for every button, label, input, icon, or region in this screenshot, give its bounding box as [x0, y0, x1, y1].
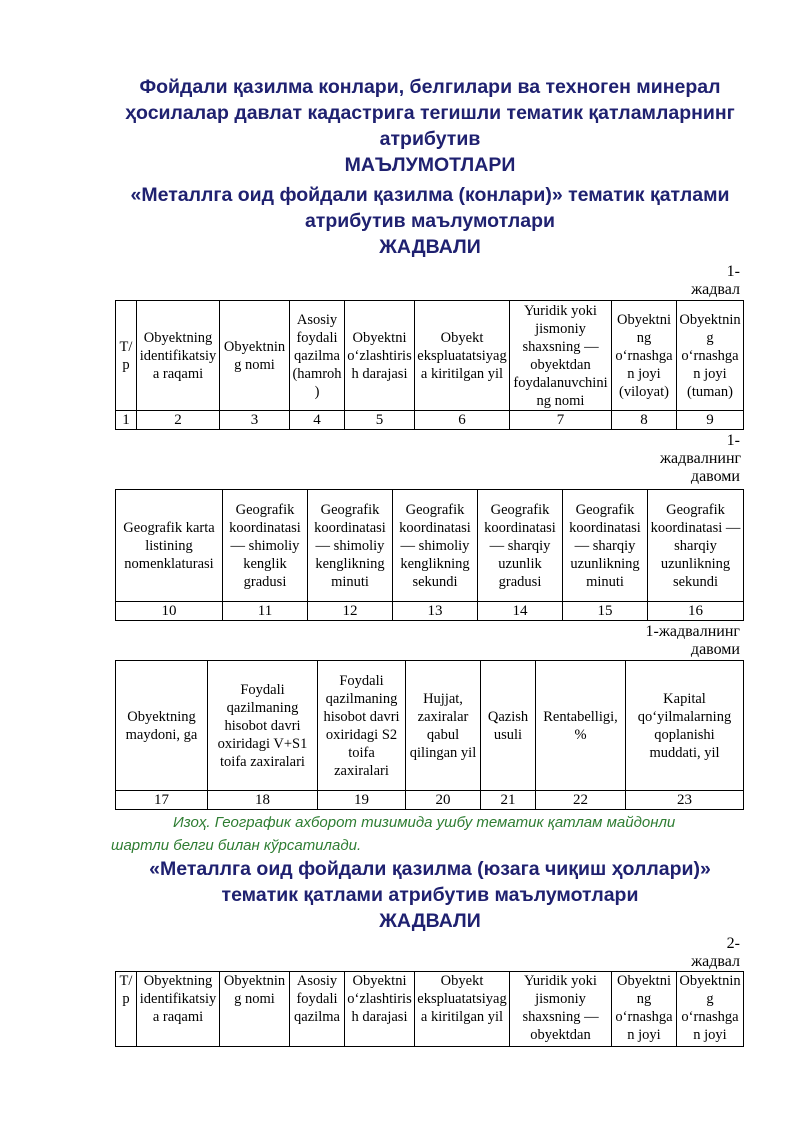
t2-num-0: 10	[116, 602, 223, 621]
t3-header-5: Rentabelligi, %	[536, 661, 626, 791]
t1-header-0: Т/р	[116, 301, 137, 411]
table-2-caption-line-2: жадвалнинг давоми	[660, 450, 742, 485]
t3-num-4: 21	[481, 791, 536, 810]
t4-header-5: Obyekt ekspluatatsiyaga kiritilgan yil	[415, 972, 510, 1047]
t2-num-4: 14	[478, 602, 563, 621]
table-2-caption	[660, 432, 740, 486]
t1-header-1: Obyektning identifikatsiya raqami	[137, 301, 220, 411]
t2-num-5: 15	[563, 602, 648, 621]
t1-num-4: 5	[345, 411, 415, 430]
t3-header-2: Foydali qazilmaning hisobot davri oxiridagi S2 toifa zaxiralari	[318, 661, 406, 791]
t2-header-1: Geografik koordinatasi — shimoliy kenglik gradusi	[223, 490, 308, 602]
t3-num-0: 17	[116, 791, 208, 810]
t1-header-8: Obyektning o‘rnashgan joyi (tuman)	[677, 301, 744, 411]
t2-num-2: 12	[308, 602, 393, 621]
t1-num-8: 9	[677, 411, 744, 430]
t4-header-4: Obyektni o‘zlashtirish darajasi	[345, 972, 415, 1047]
t3-header-0: Obyektning maydoni, ga	[116, 661, 208, 791]
t2-header-4: Geografik koordinatasi — sharqiy uzunlik gradusi	[478, 490, 563, 602]
table-1	[115, 300, 744, 430]
t4-header-7: Obyektning o‘rnashgan joyi	[612, 972, 677, 1047]
t1-num-5: 6	[415, 411, 510, 430]
main-heading-line-3: атрибутив	[379, 128, 481, 150]
t4-header-6: Yuridik yoki jismoniy shaxsning — obyektdan	[510, 972, 612, 1047]
t4-header-2: Obyektning nomi	[220, 972, 290, 1047]
table-4-caption	[691, 935, 740, 971]
t1-header-3: Asosiy foydali qazilma (hamroh)	[290, 301, 345, 411]
section-1-heading-line-3: ЖАДВАЛИ	[379, 236, 481, 258]
t1-num-3: 4	[290, 411, 345, 430]
table-4	[115, 971, 744, 1047]
t4-header-8: Obyektning o‘rnashgan joyi	[677, 972, 744, 1047]
note-line-1: Изоҳ. Географик ахборот тизимида ушбу тематик қатлам майдонли	[173, 814, 676, 831]
t2-header-3: Geografik koordinatasi — shimoliy kenglikning sekundi	[393, 490, 478, 602]
section-1-heading	[80, 182, 780, 260]
table-3	[115, 660, 744, 810]
t3-num-6: 23	[626, 791, 744, 810]
main-heading-line-4: МАЪЛУМОТЛАРИ	[344, 154, 516, 176]
t2-header-6: Geografik koordinatasi — sharqiy uzunlikning sekundi	[648, 490, 744, 602]
t3-header-1: Foydali qazilmaning hisobot davri oxiridagi V+S1 toifa zaxiralari	[208, 661, 318, 791]
t1-header-4: Obyektni o‘zlashtirish darajasi	[345, 301, 415, 411]
table-3-caption-line-1: 1-жадвалнинг	[645, 623, 740, 640]
section-2-heading	[80, 856, 780, 934]
t1-header-7: Obyektning o‘rnashgan joyi (viloyat)	[612, 301, 677, 411]
t3-header-3: Hujjat, zaxiralar qabul qilingan yil	[406, 661, 481, 791]
table-2-caption-line-1: 1-	[726, 432, 740, 449]
t4-header-1: Obyektning identifikatsiya raqami	[137, 972, 220, 1047]
table-1-caption	[691, 263, 740, 299]
table-3-caption	[646, 623, 740, 659]
t3-num-1: 18	[208, 791, 318, 810]
t1-header-2: Obyektning nomi	[220, 301, 290, 411]
section-2-heading-line-2: тематик қатлами атрибутив маълумотлари	[221, 884, 639, 906]
t3-header-6: Kapital qo‘yilmalarning qoplanishi muddati, yil	[626, 661, 744, 791]
t3-num-3: 20	[406, 791, 481, 810]
t4-header-0: Т/р	[116, 972, 137, 1047]
section-2-heading-line-1: «Металлга оид фойдали қазилма (юзага чиқиш ҳоллари)»	[149, 858, 711, 880]
t1-header-5: Obyekt ekspluatatsiyaga kiritilgan yil	[415, 301, 510, 411]
t1-header-6: Yuridik yoki jismoniy shaxsning — obyektdan foydalanuvchining nomi	[510, 301, 612, 411]
table-2	[115, 489, 744, 621]
note-line-2: шартли белги билан кўрсатилади.	[111, 837, 362, 854]
section-1-heading-line-2: атрибутив маълумотлари	[304, 210, 556, 232]
t1-num-6: 7	[510, 411, 612, 430]
t1-num-2: 3	[220, 411, 290, 430]
t2-header-0: Geografik karta listining nomenklaturasi	[116, 490, 223, 602]
section-1-heading-line-1: «Металлга оид фойдали қазилма (конлари)» тематик қатлами	[130, 184, 730, 206]
t2-num-3: 13	[393, 602, 478, 621]
t1-num-1: 2	[137, 411, 220, 430]
table-3-caption-line-2: давоми	[690, 641, 740, 658]
t4-header-3: Asosiy foydali qazilma	[290, 972, 345, 1047]
t2-num-1: 11	[223, 602, 308, 621]
t3-num-5: 22	[536, 791, 626, 810]
t2-header-5: Geografik koordinatasi — sharqiy uzunlikning minuti	[563, 490, 648, 602]
t3-num-2: 19	[318, 791, 406, 810]
main-heading-line-2: ҳосилалар давлат кадастрига тегишли тематик қатламларнинг	[125, 102, 735, 124]
table-4-caption-line-1: 2-	[726, 935, 740, 952]
table-4-caption-line-2: жадвал	[691, 953, 740, 970]
main-heading-line-1: Фойдали қазилма конлари, белгилари ва техноген минерал	[139, 76, 721, 98]
t2-header-2: Geografik koordinatasi — shimoliy kenglikning minuti	[308, 490, 393, 602]
t1-num-0: 1	[116, 411, 137, 430]
note	[111, 811, 743, 857]
t1-num-7: 8	[612, 411, 677, 430]
table-1-caption-line-2: жадвал	[691, 281, 740, 298]
t3-header-4: Qazish usuli	[481, 661, 536, 791]
section-2-heading-line-3: ЖАДВАЛИ	[379, 910, 481, 932]
t2-num-6: 16	[648, 602, 744, 621]
table-1-caption-line-1: 1-	[726, 263, 740, 280]
main-heading	[80, 74, 780, 178]
